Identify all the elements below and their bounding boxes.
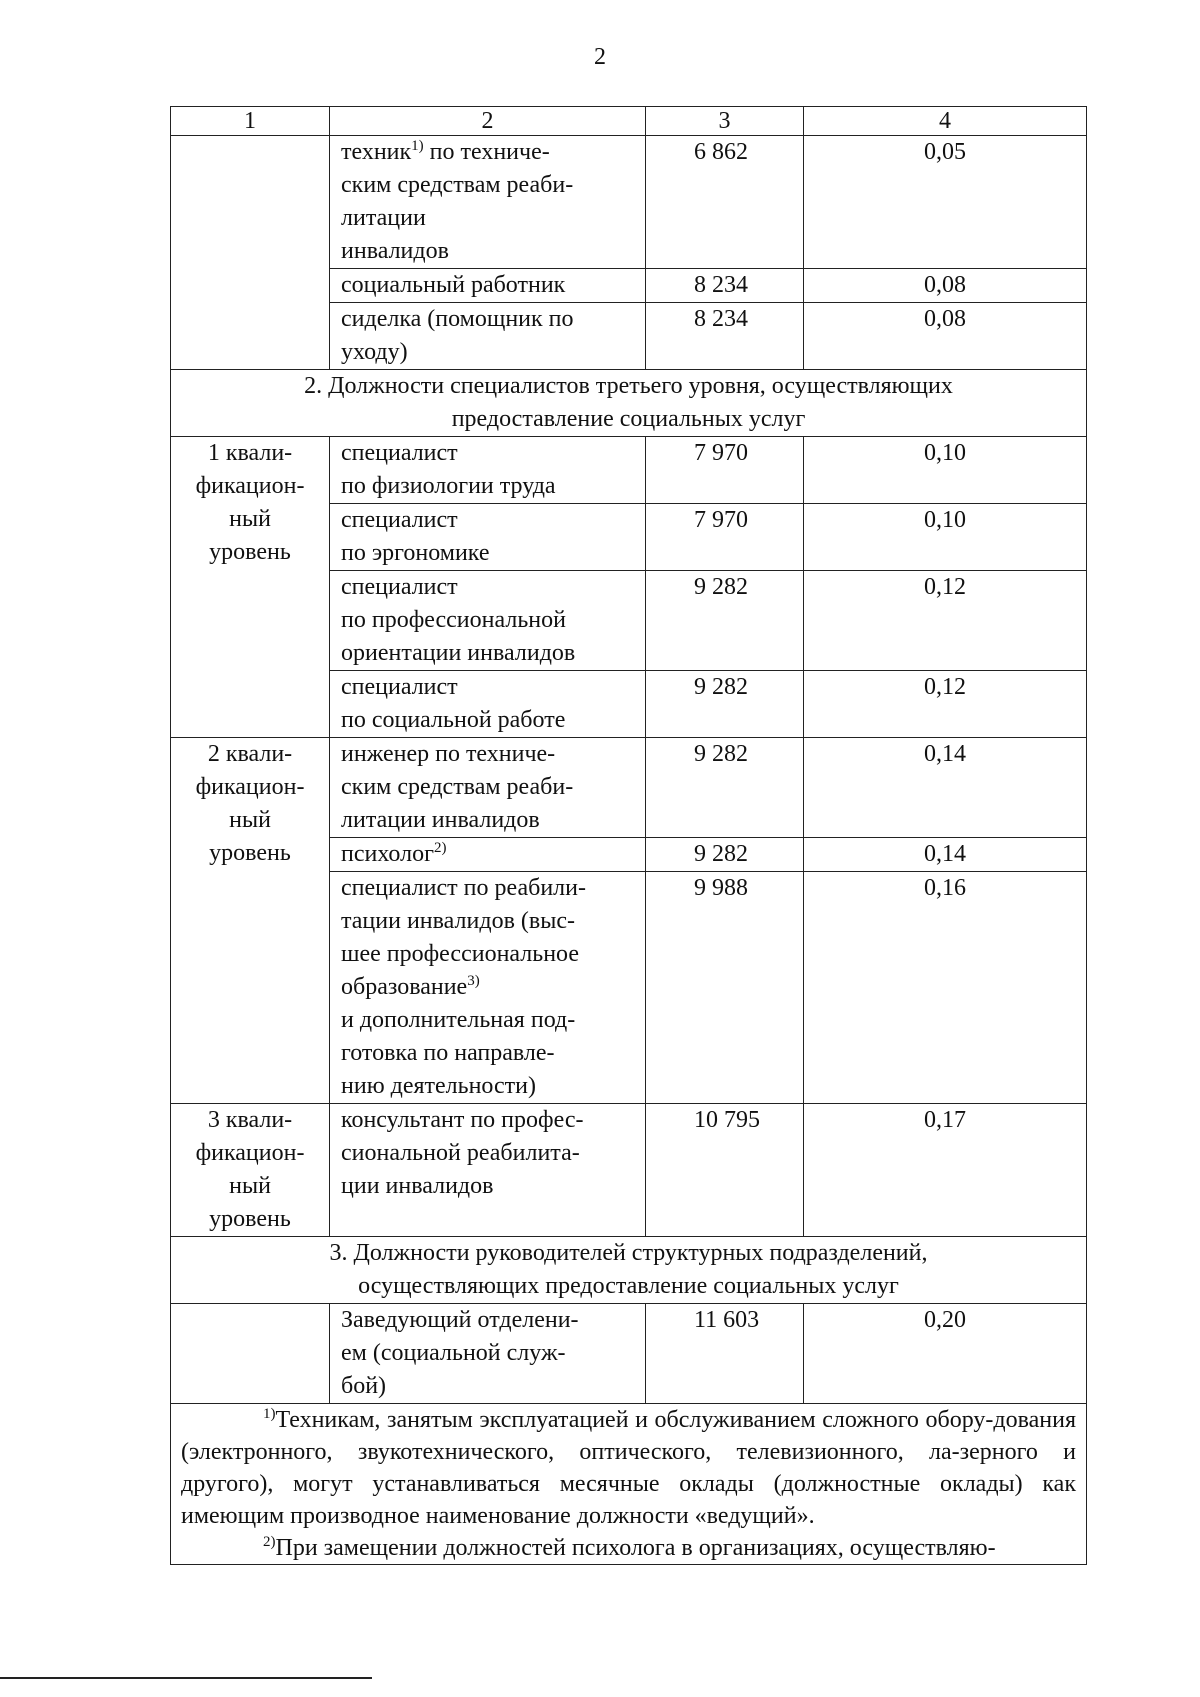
coefficient-cell: 0,14 [804,738,1087,838]
position-cell: специалист по эргономике [330,504,646,571]
position-cell: консультант по профес- сиональной реабилита- ции инвалидов [330,1104,646,1237]
position-cell: специалист по профессиональной ориентации инвалидов [330,571,646,671]
footnote-2: $^{2)}$При замещении должностей психолога в организациях, осуществляю- [263,1534,996,1561]
level-cell [171,1304,330,1404]
table-row [171,136,1087,269]
footnote-ref: 2) [433,840,447,856]
section-title: 2. Должности специалистов третьего уровня, осуществляющих предоставление социальных услуг [171,370,1087,437]
footnote-mark: 1) [263,1406,276,1422]
salary-cell: 9 282 [646,838,804,872]
level-cell: 1 квали- фикацион- ный уровень [171,437,330,738]
notes-row [171,1404,1087,1565]
footnote-ref: 3) [467,973,480,989]
salary-cell: 7 970 [646,437,804,504]
footnote-separator-line [0,1677,372,1679]
position-cell: специалист по физиологии труда [330,437,646,504]
coefficient-cell: 0,17 [804,1104,1087,1237]
salary-cell: 9 282 [646,671,804,738]
position-cell: психолог$^{2)}$ [330,838,646,872]
table-row [171,1104,1087,1237]
column-header: 1 [171,107,330,136]
salary-cell: 6 862 [646,136,804,269]
position-cell: социальный работник [330,269,646,303]
column-header: 4 [804,107,1087,136]
coefficient-cell: 0,12 [804,671,1087,738]
coefficient-cell: 0,16 [804,872,1087,1104]
table-row [171,1304,1087,1404]
salary-cell: 8 234 [646,269,804,303]
footnote-1: $^{1)}$Техникам, занятым эксплуатацией и обслуживанием сложного обору-дования (электронного, звукотехнического, оптического, телевизионного, ла-зерного и другого), могут устанавливаться месячные оклады (должностные оклады) как имеющим производное наименование должности «ведущий». [181,1406,1076,1529]
salary-cell: 11 603 [646,1304,804,1404]
salary-cell: 8 234 [646,303,804,370]
position-cell: Заведующий отделени- ем (социальной служ- бой) [330,1304,646,1404]
footnote-ref: 1) [411,138,424,154]
coefficient-cell: 0,12 [804,571,1087,671]
salary-cell: 7 970 [646,504,804,571]
position-cell: специалист по реабили- тации инвалидов (выс- шее профессиональное образование$^{3)}$ и дополнительная под- готовка по направле- нию деятельности) [330,872,646,1104]
salary-cell: 10 795 [646,1104,804,1237]
coefficient-cell: 0,20 [804,1304,1087,1404]
salary-cell: 9 282 [646,571,804,671]
column-header: 3 [646,107,804,136]
coefficient-cell: 0,10 [804,504,1087,571]
column-header: 2 [330,107,646,136]
footnotes-cell [171,1404,1087,1565]
coefficient-cell: 0,08 [804,269,1087,303]
salary-cell: 9 988 [646,872,804,1104]
salary-cell: 9 282 [646,738,804,838]
coefficient-cell: 0,10 [804,437,1087,504]
level-cell: 3 квали- фикацион- ный уровень [171,1104,330,1237]
footnote-mark: 2) [263,1534,276,1550]
page-number: 2 [594,44,606,70]
position-cell: специалист по социальной работе [330,671,646,738]
table-header-row [171,107,1087,136]
table-row [171,437,1087,504]
position-cell: техник$^{1)}$ по техниче- ским средствам реаби- литации инвалидов [330,136,646,269]
coefficient-cell: 0,14 [804,838,1087,872]
position-cell: инженер по техниче- ским средствам реаби- литации инвалидов [330,738,646,838]
table-row [171,738,1087,838]
position-cell: сиделка (помощник по уходу) [330,303,646,370]
section-row [171,1237,1087,1304]
section-row [171,370,1087,437]
coefficient-cell: 0,05 [804,136,1087,269]
coefficient-cell: 0,08 [804,303,1087,370]
level-cell [171,136,330,370]
section-title: 3. Должности руководителей структурных подразделений, осуществляющих предоставление социальных услуг [171,1237,1087,1304]
level-cell: 2 квали- фикацион- ный уровень [171,738,330,1104]
staff-table [170,106,1087,1565]
